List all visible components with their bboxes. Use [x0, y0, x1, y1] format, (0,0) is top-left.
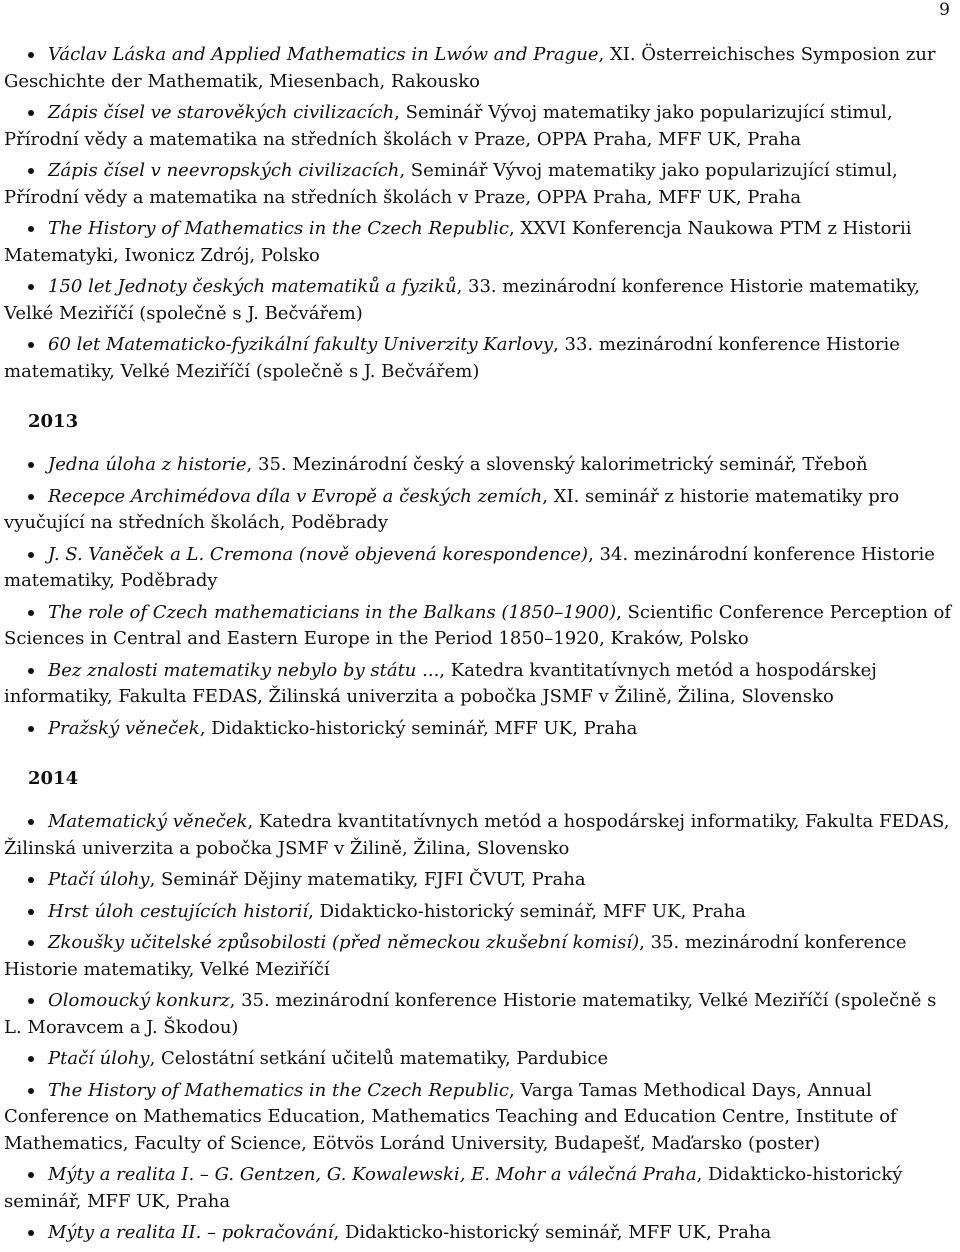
- entry-details: , Varga Tamas Methodical Days, Annual Conference on Mathematics Education, Mathematics Teaching and Education Centre, Institute of Mathematics, Faculty of Science, Eötvös Loránd University, Budapešť, Maďarsko (poster): [4, 1079, 897, 1154]
- list-item: [4, 1162, 954, 1215]
- entry-title: The History of Mathematics in the Czech Republic: [48, 1079, 509, 1101]
- entry-title: Ptačí úlohy: [48, 869, 150, 890]
- entry-details: , 33. mezinárodní konference Historie matematiky, Velké Meziříčí (společně s J. Bečvářem): [4, 334, 900, 382]
- year-heading: 2013: [28, 411, 79, 432]
- entry-title: Jedna úloha z historie: [48, 454, 247, 475]
- entry-details: , 35. Mezinárodní český a slovenský kalorimetrický seminář, Třeboň: [246, 454, 868, 475]
- entry-title: Zápis čísel ve starověkých civilizacích: [48, 102, 395, 123]
- entry-details: , 35. mezinárodní konference Historie matematiky, Velké Meziříčí: [4, 932, 907, 980]
- bullet-icon: [28, 100, 38, 127]
- bullet-icon: [28, 42, 38, 69]
- entry-details: , Didakticko-historický seminář, MFF UK, Praha: [4, 1164, 903, 1212]
- entry-details: , Scientific Conference Perception of Sciences in Central and Eastern Europe in the Period 1850–1920, Kraków, Polsko: [4, 601, 952, 649]
- bullet-icon: [28, 658, 38, 685]
- entry-details: , Seminář Vývoj matematiky jako popularizující stimul, Přírodní vědy a matematika na středních školách v Praze, OPPA Praha, MFF UK, Praha: [4, 160, 898, 208]
- list-item: [4, 658, 954, 711]
- entry-details: , Katedra kvantitatívnych metód a hospodárskej informatiky, Fakulta FEDAS, Žilinská univerzita a pobočka JSMF v Žilině, Žilina, Slovensko: [4, 811, 950, 859]
- bullet-icon: [28, 484, 38, 511]
- entry-details: , Seminář Vývoj matematiky jako popularizující stimul, Přírodní vědy a matematika na středních školách v Praze, OPPA Praha, MFF UK, Praha: [4, 102, 893, 150]
- entry-title: 150 let Jednoty českých matematiků a fyziků: [48, 276, 457, 297]
- list-item: [4, 42, 954, 95]
- entry-title: Pražský věneček: [48, 717, 200, 739]
- list-item: [4, 484, 954, 537]
- bullet-icon: [28, 332, 38, 359]
- entry-details: , XXVI Konferencja Naukowa PTM z Historii Matematyki, Iwonicz Zdrój, Polsko: [4, 218, 912, 266]
- bullet-icon: [28, 988, 38, 1015]
- entry-title: Ptačí úlohy: [48, 1048, 150, 1069]
- list-item: [4, 867, 954, 894]
- bullet-icon: [28, 158, 38, 185]
- list-item: [4, 274, 954, 327]
- bullet-icon: [28, 1220, 38, 1247]
- list-item: [4, 899, 954, 926]
- list-item: [4, 1046, 954, 1073]
- bullet-icon: [28, 809, 38, 836]
- entry-details: , 33. mezinárodní konference Historie matematiky, Velké Meziříčí (společně s J. Bečvářem): [4, 276, 921, 324]
- list-item: [4, 600, 954, 653]
- entry-title: Bez znalosti matematiky nebylo by státu ...: [48, 659, 440, 681]
- list-item: [4, 542, 954, 595]
- entry-details: , Seminář Dějiny matematiky, FJFI ČVUT, Praha: [149, 869, 586, 890]
- bullet-icon: [28, 1046, 38, 1073]
- list-item: [4, 100, 954, 153]
- bullet-icon: [28, 899, 38, 926]
- entry-title: Mýty a realita II. – pokračování: [48, 1222, 334, 1243]
- entry-title: Václav Láska and Applied Mathematics in Lwów and Prague: [48, 44, 599, 65]
- entry-title: Matematický věneček: [48, 811, 248, 832]
- page-number: 9: [939, 0, 950, 20]
- entry-title: The role of Czech mathematicians in the Balkans (1850–1900): [48, 601, 617, 623]
- entry-title: Mýty a realita I. – G. Gentzen, G. Kowalewski, E. Mohr a válečná Praha: [48, 1164, 697, 1185]
- entry-details: , Didakticko-historický seminář, MFF UK, Praha: [199, 717, 638, 739]
- bullet-icon: [28, 274, 38, 301]
- list-item: [4, 716, 954, 743]
- list-item: [4, 1220, 954, 1247]
- bullet-icon: [28, 216, 38, 243]
- entry-details: , Didakticko-historický seminář, MFF UK, Praha: [333, 1222, 772, 1243]
- entry-details: , XI. seminář z historie matematiky pro vyučující na středních školách, Poděbrady: [4, 485, 900, 533]
- entry-details: , Didakticko-historický seminář, MFF UK, Praha: [308, 900, 746, 922]
- bullet-icon: [28, 600, 38, 627]
- bullet-icon: [28, 867, 38, 894]
- bullet-icon: [28, 452, 38, 479]
- entry-title: 60 let Matematicko-fyzikální fakulty Univerzity Karlovy: [48, 334, 554, 355]
- publication-list: [4, 42, 954, 1252]
- bullet-icon: [28, 1078, 38, 1105]
- list-item: [4, 1078, 954, 1158]
- entry-details: , 34. mezinárodní konference Historie matematiky, Poděbrady: [4, 543, 935, 591]
- list-item: [4, 332, 954, 385]
- bullet-icon: [28, 716, 38, 743]
- entry-details: , Celostátní setkání učitelů matematiky, Pardubice: [149, 1048, 609, 1069]
- list-item: [4, 930, 954, 983]
- entry-title: Olomoucký konkurz: [48, 990, 230, 1011]
- entry-title: Zkoušky učitelské způsobilosti (před německou zkušební komisí): [48, 932, 640, 953]
- list-item: [4, 158, 954, 211]
- bullet-icon: [28, 930, 38, 957]
- bullet-icon: [28, 1162, 38, 1189]
- entry-details: , XI. Österreichisches Symposion zur Geschichte der Mathematik, Miesenbach, Rakousko: [4, 44, 936, 92]
- list-item: [4, 809, 954, 862]
- entry-title: The History of Mathematics in the Czech Republic: [48, 218, 509, 239]
- list-item: [4, 452, 954, 479]
- entry-title: J. S. Vaněček a L. Cremona (nově objevená korespondence): [48, 543, 589, 565]
- list-item: [4, 988, 954, 1041]
- bullet-icon: [28, 542, 38, 569]
- entry-title: Recepce Archimédova díla v Evropě a českých zemích: [48, 485, 543, 507]
- entry-details: , 35. mezinárodní konference Historie matematiky, Velké Meziříčí (společně s L. Moravcem a J. Škodou): [4, 990, 937, 1038]
- entry-title: Hrst úloh cestujících historií: [48, 900, 309, 922]
- list-item: [4, 216, 954, 269]
- entry-title: Zápis čísel v neevropských civilizacích: [48, 160, 400, 181]
- year-heading: 2014: [28, 768, 79, 789]
- entry-details: , Katedra kvantitatívnych metód a hospodárskej informatiky, Fakulta FEDAS, Žilinská univerzita a pobočka JSMF v Žilině, Žilina, Slovensko: [4, 659, 877, 707]
